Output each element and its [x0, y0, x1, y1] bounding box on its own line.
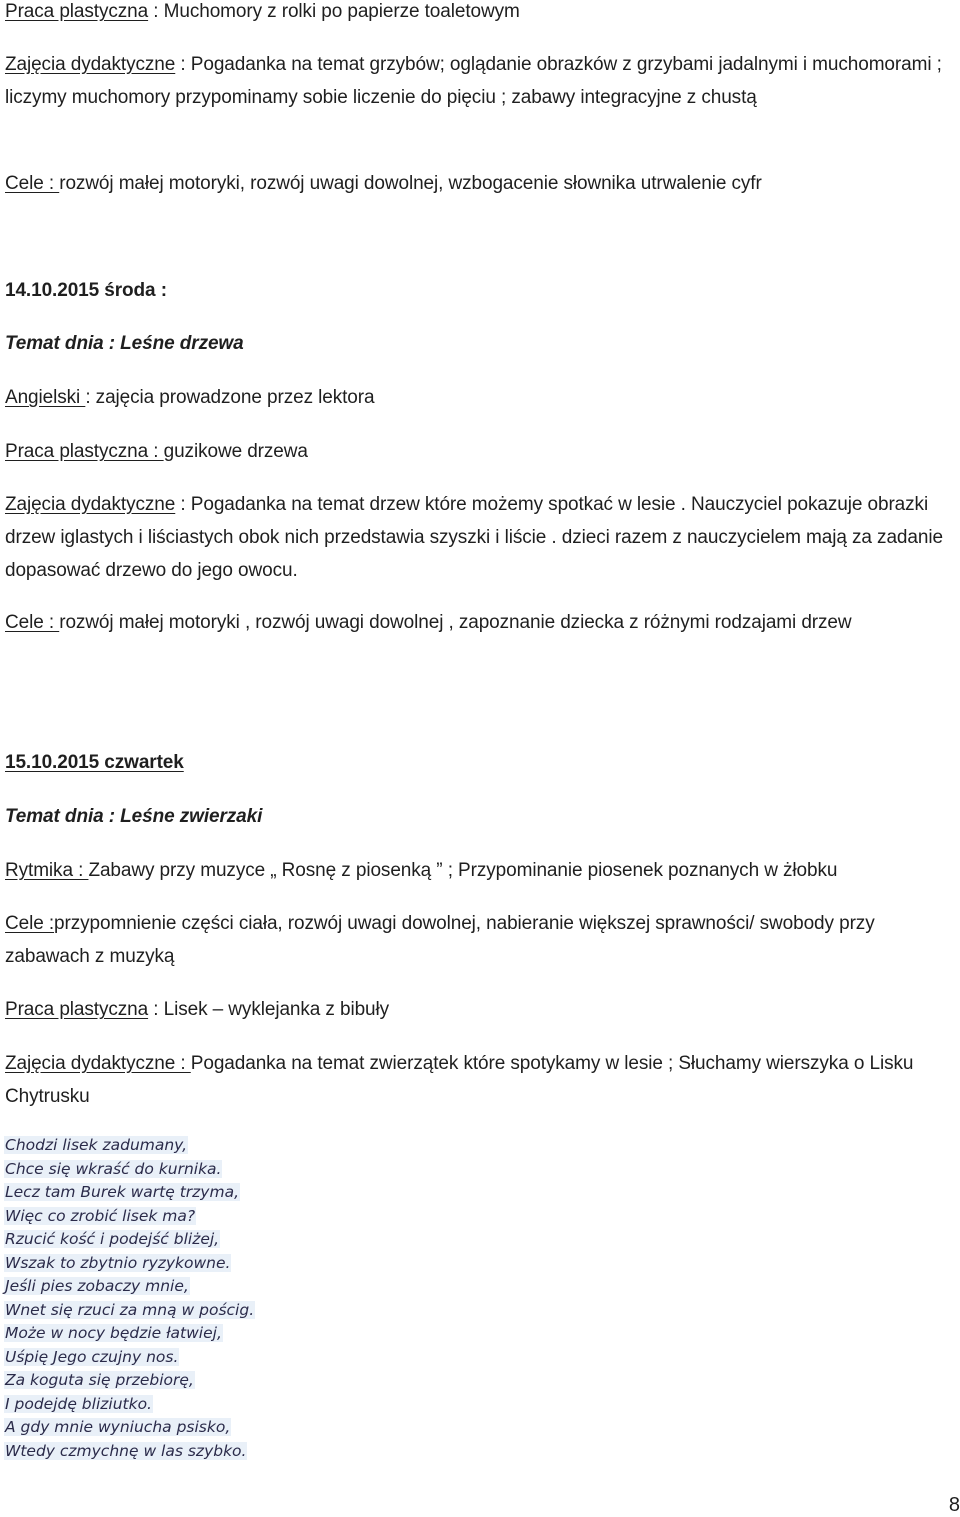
goals-3 [5, 907, 957, 973]
date-heading-1: 14.10.2015 środa : [5, 280, 167, 301]
art-label: Praca plastyczna [5, 1, 149, 22]
date-heading-2: 15.10.2015 czwartek [5, 752, 184, 773]
day-theme-1: Temat dnia : Leśne drzewa [5, 333, 244, 354]
poem-line: Chce się wkraść do kurnika. [5, 1159, 222, 1178]
art-label: Praca plastyczna [5, 999, 149, 1020]
poem-line: Może w nocy będzie łatwiej, [5, 1324, 222, 1342]
english-text: : zajęcia prowadzone przez lektora [85, 387, 375, 408]
poem-line: Uśpię Jego czujny nos. [5, 1347, 179, 1366]
poem-line: Lecz tam Burek wartę trzyma, [5, 1183, 239, 1201]
rhythm-text: Zabawy przy muzyce „ Rosnę z piosenką ” ; Przypominanie piosenek poznanych w żłobku [88, 860, 838, 881]
rhythm-activity [5, 854, 957, 887]
poem [4, 1134, 255, 1463]
art-activity-1 [5, 0, 957, 28]
art-text: : Lisek – wyklejanka z bibuły [148, 999, 390, 1020]
poem-line: Rzucić kość i podejść bliżej, [5, 1230, 220, 1248]
didactic-label: Zajęcia dydaktyczne [5, 494, 176, 515]
goals-text: rozwój małej motoryki , rozwój uwagi dowolnej , zapoznanie dziecka z różnymi rodzajami drzew [59, 612, 852, 633]
goals-text: rozwój małej motoryki, rozwój uwagi dowolnej, wzbogacenie słownika utrwalenie cyfr [59, 173, 762, 194]
goals-label: Cele : [5, 612, 60, 633]
didactic-activity-2 [5, 488, 957, 587]
goals-label: Cele : [5, 173, 60, 194]
goals-2 [5, 606, 957, 639]
english-activity [5, 381, 957, 414]
art-activity-3 [5, 993, 957, 1026]
poem-line: Wnet się rzuci za mną w pościg. [5, 1300, 255, 1319]
art-label: Praca plastyczna : [5, 441, 164, 462]
poem-line: Za koguta się przebiorę, [5, 1371, 194, 1389]
poem-line: A gdy mnie wyniucha psisko, [5, 1418, 231, 1436]
didactic-label: Zajęcia dydaktyczne : [5, 1053, 191, 1074]
goals-label: Cele : [5, 913, 55, 934]
didactic-activity-3 [5, 1047, 957, 1113]
didactic-label: Zajęcia dydaktyczne [5, 54, 176, 75]
art-text: guzikowe drzewa [163, 441, 308, 462]
day-theme-2: Temat dnia : Leśne zwierzaki [5, 806, 263, 827]
poem-line: Wszak to zbytnio ryzykowne. [5, 1253, 231, 1272]
goals-1 [5, 167, 957, 200]
rhythm-label: Rytmika : [5, 860, 89, 881]
english-label: Angielski [5, 387, 86, 408]
poem-line: Chodzi lisek zadumany, [5, 1136, 188, 1154]
poem-line: Więc co zrobić lisek ma? [5, 1206, 196, 1225]
didactic-text: Pogadanka na temat zwierzątek które spotykamy w lesie ; Słuchamy wierszyka o Lisku Chytrusku [5, 1053, 914, 1107]
didactic-activity-1 [5, 48, 957, 114]
goals-text: przypomnienie części ciała, rozwój uwagi dowolnej, nabieranie większej sprawności/ swobody przy zabawach z muzyką [5, 913, 875, 967]
didactic-text: : Pogadanka na temat drzew które możemy spotkać w lesie . Nauczyciel pokazuje obrazki drzew iglastych i liściastych obok nich przedstawia szyszki i liście . dzieci razem z nauczycielem mają za zadanie dopasować drzewo do jego owocu. [5, 494, 943, 581]
didactic-text: : Pogadanka na temat grzybów; oglądanie obrazków z grzybami jadalnymi i muchomorami ; liczymy muchomory przypominamy sobie liczenie do pięciu ; zabawy integracyjne z chustą [5, 54, 942, 108]
art-text: : Muchomory z rolki po papierze toaletowym [148, 1, 520, 22]
poem-line: Wtedy czmychnę w las szybko. [5, 1441, 247, 1460]
page-number: 8 [948, 1494, 960, 1516]
art-activity-2 [5, 435, 957, 468]
poem-line: I podejdę bliziutko. [5, 1394, 152, 1413]
poem-line: Jeśli pies zobaczy mnie, [5, 1277, 189, 1295]
